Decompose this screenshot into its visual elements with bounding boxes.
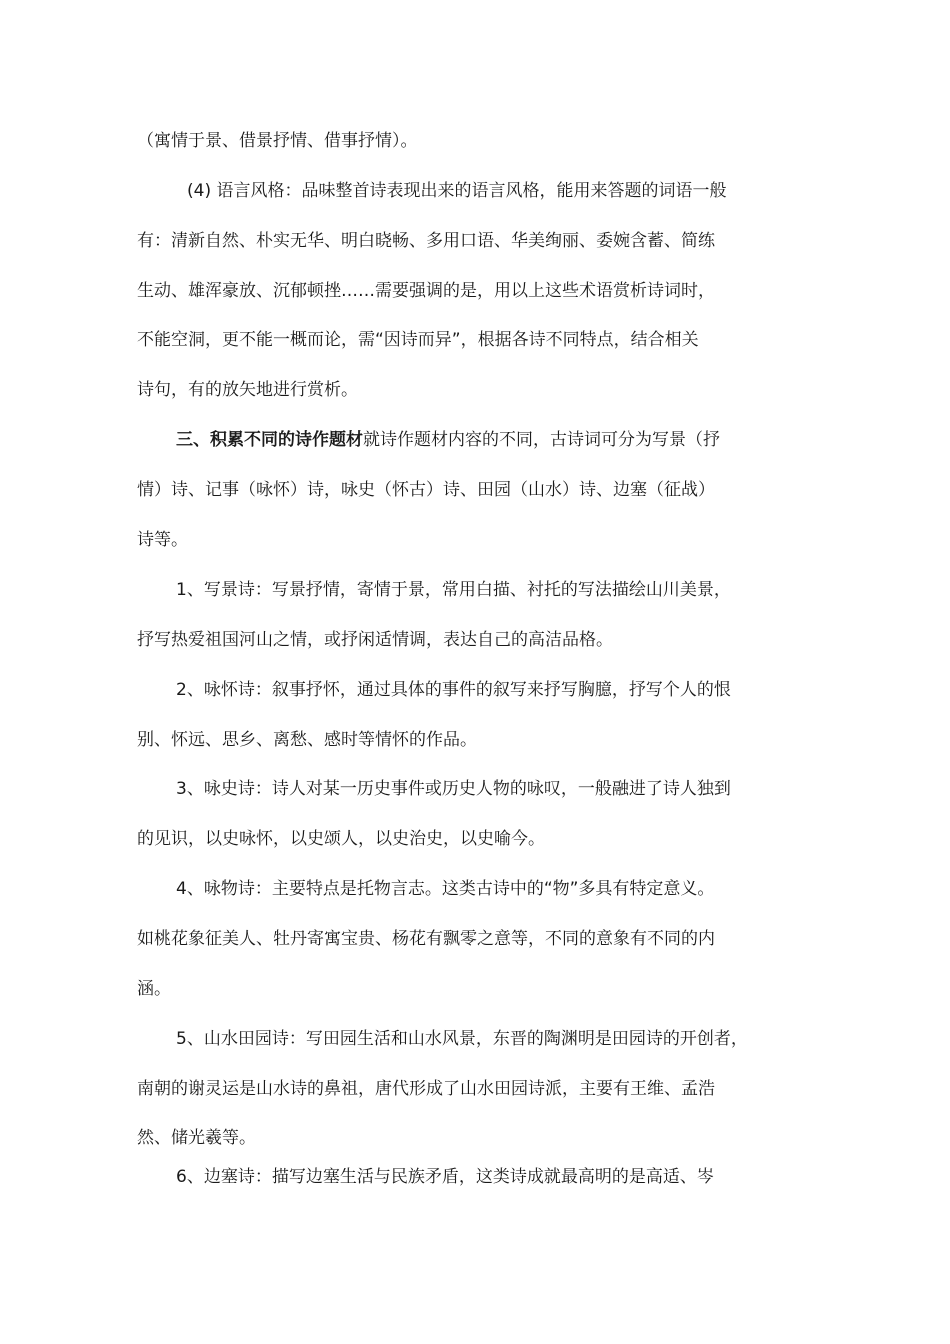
text-line-12: 2、咏怀诗：叙事抒怀，通过具体的事件的叙写来抒写胸臆，抒写个人的恨 (176, 680, 731, 700)
section-3-heading: 三、积累不同的诗作题材 (176, 430, 363, 450)
text-line-21: 然、储光羲等。 (137, 1128, 256, 1148)
text-line-18: 涵。 (137, 979, 171, 999)
text-line-1: （寓情于景、借景抒情、借事抒情）。 (137, 131, 418, 151)
text-line-2: (4) 语言风格：品味整首诗表现出来的语言风格，能用来答题的词语一般 (187, 181, 727, 201)
text-line-9: 诗等。 (137, 530, 188, 550)
text-line-11: 抒写热爱祖国河山之情，或抒闲适情调，表达自己的高洁品格。 (137, 630, 613, 650)
text-line-10: 1、写景诗：写景抒情，寄情于景，常用白描、衬托的写法描绘山川美景， (176, 580, 731, 600)
section-3-line (176, 428, 856, 452)
text-line-22: 6、边塞诗：描写边塞生活与民族矛盾，这类诗成就最高明的是高适、岑 (176, 1167, 714, 1187)
text-line-8: 情）诗、记事（咏怀）诗，咏史（怀古）诗、田园（山水）诗、边塞（征战） (137, 480, 715, 500)
section-3-text: 就诗作题材内容的不同，古诗词可分为写景（抒 (363, 430, 720, 450)
text-line-19: 5、山水田园诗：写田园生活和山水风景，东晋的陶渊明是田园诗的开创者， (176, 1029, 748, 1049)
text-line-5: 不能空洞，更不能一概而论，需“因诗而异”，根据各诗不同特点，结合相关 (137, 330, 699, 350)
text-line-17: 如桃花象征美人、牡丹寄寓宝贵、杨花有飘零之意等，不同的意象有不同的内 (137, 929, 715, 949)
text-line-3: 有：清新自然、朴实无华、明白晓畅、多用口语、华美绚丽、委婉含蓄、简练 (137, 231, 715, 251)
text-line-13: 别、怀远、思乡、离愁、感时等情怀的作品。 (137, 730, 477, 750)
text-line-14: 3、咏史诗：诗人对某一历史事件或历史人物的咏叹，一般融进了诗人独到 (176, 779, 731, 799)
text-line-6: 诗句，有的放矢地进行赏析。 (137, 380, 358, 400)
text-line-15: 的见识，以史咏怀，以史颂人，以史治史，以史喻今。 (137, 829, 545, 849)
text-line-20: 南朝的谢灵运是山水诗的鼻祖，唐代形成了山水田园诗派，主要有王维、孟浩 (137, 1079, 715, 1099)
text-line-4: 生动、雄浑豪放、沉郁顿挫……需要强调的是，用以上这些术语赏析诗词时， (137, 281, 715, 301)
text-line-16: 4、咏物诗：主要特点是托物言志。这类古诗中的“物”多具有特定意义。 (176, 879, 715, 899)
